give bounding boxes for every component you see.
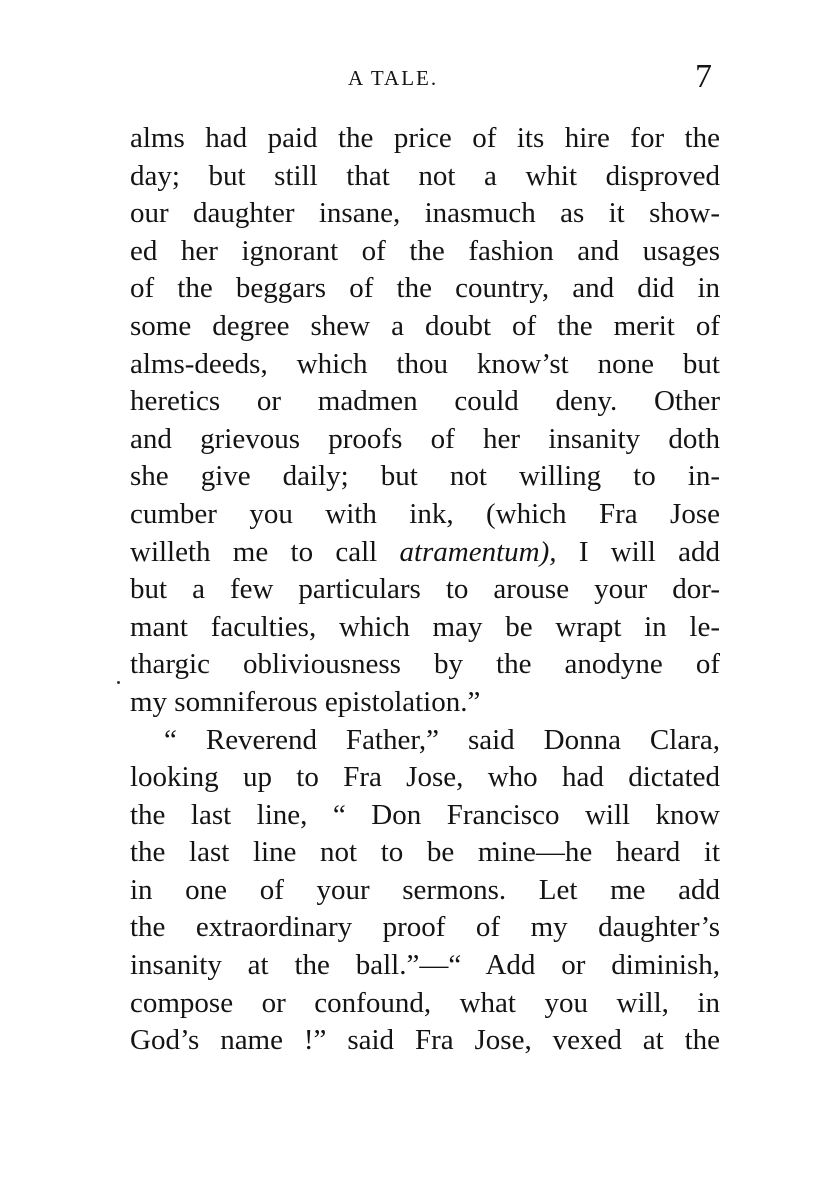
- text-line: the last line not to be mine—he heard it: [130, 836, 720, 869]
- body-text: [130, 120, 720, 1060]
- text-segment: “ Reverend Father,” said Donna Clara,: [164, 723, 720, 756]
- text-line: looking up to Fra Jose, who had dictated: [130, 761, 720, 794]
- text-line: but a few particulars to arouse your dor-: [130, 573, 720, 606]
- running-head: [130, 58, 720, 98]
- text-line: insanity at the ball.”—“ Add or diminish,: [130, 949, 720, 982]
- paragraph-1: [130, 120, 720, 722]
- text-line: compose or confound, what you will, in: [130, 986, 720, 1019]
- text-line: the extraordinary proof of my daughter’s: [130, 911, 720, 944]
- text-line: thargic obliviousness by the anodyne of: [130, 648, 720, 681]
- text-line: the last line, “ Don Francisco will know: [130, 798, 720, 831]
- page-number: 7: [695, 58, 712, 95]
- text-line: [130, 534, 720, 572]
- text-line: day; but still that not a whit disproved: [130, 159, 720, 192]
- italic-word: atramentum),: [399, 535, 557, 568]
- text-segment: willeth me to call: [130, 535, 400, 568]
- text-line: mant faculties, which may be wrapt in le-: [130, 610, 720, 643]
- text-line: in one of your sermons. Let me add: [130, 873, 720, 906]
- text-line: alms had paid the price of its hire for the: [130, 122, 720, 154]
- text-line: [130, 722, 720, 760]
- text-line: my somniferous epistolation.”: [130, 685, 481, 718]
- text-line: alms-deeds, which thou know’st none but: [130, 347, 720, 380]
- text-line: she give daily; but not willing to in-: [130, 460, 720, 493]
- text-line: some degree shew a doubt of the merit of: [130, 309, 720, 342]
- print-speck: [117, 681, 120, 684]
- text-line: cumber you with ink, (which Fra Jose: [130, 497, 720, 530]
- running-title: A TALE.: [348, 66, 439, 90]
- text-line: heretics or madmen could deny. Other: [130, 385, 720, 418]
- paragraph-2: [130, 722, 720, 1060]
- text-line: of the beggars of the country, and did in: [130, 272, 720, 305]
- text-line: and grievous proofs of her insanity doth: [130, 422, 720, 455]
- text-line: our daughter insane, inasmuch as it show-: [130, 197, 720, 230]
- text-line: God’s name !” said Fra Jose, vexed at the: [130, 1024, 720, 1057]
- text-line: ed her ignorant of the fashion and usages: [130, 234, 720, 267]
- text-segment: I will add: [556, 535, 720, 568]
